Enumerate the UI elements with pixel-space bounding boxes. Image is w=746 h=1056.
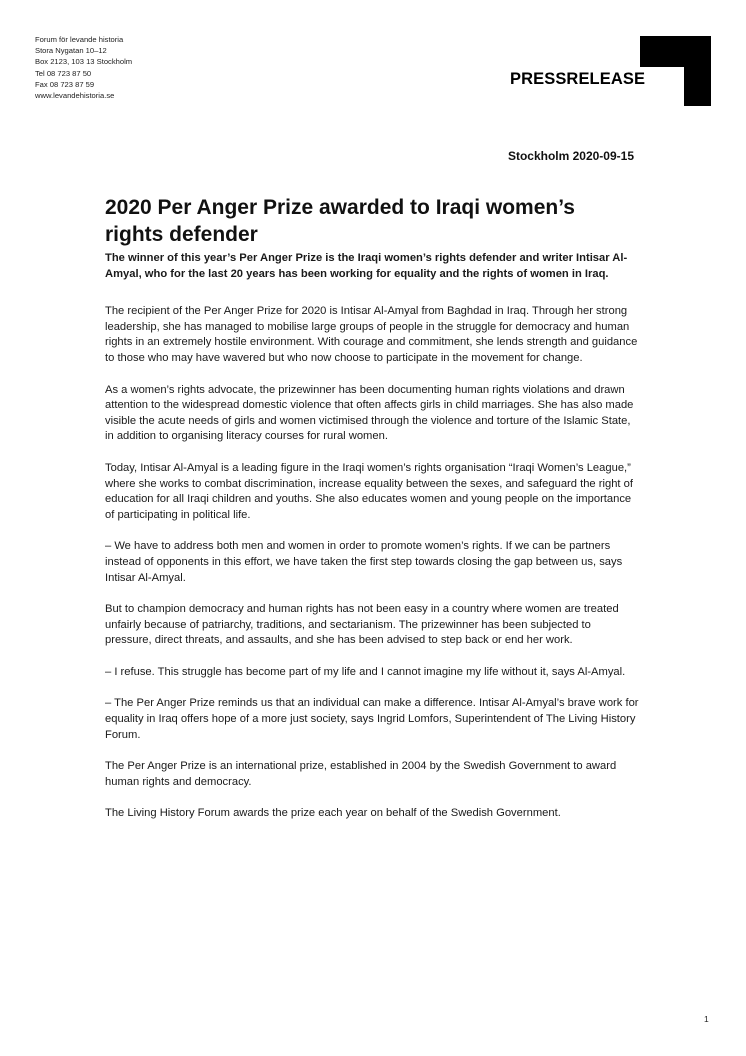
page-number: 1: [704, 1014, 709, 1024]
article-body: [105, 251, 640, 838]
quote-paragraph: – We have to address both men and women in order to promote women’s rights. If we can be partners instead of opponents in this effort, we have taken the first step towards closing the gap between us, says Intisar Al-Amyal.: [105, 540, 623, 584]
sender-phone: Tel 08 723 87 50: [35, 68, 92, 78]
body-paragraph: Today, Intisar Al-Amyal is a leading figure in the Iraqi women’s rights organisation “Iraqi Women’s League,” where she works to combat discrimination, increase equality between the sexes, and safeguard the right of education for all Iraqi children and youths. She also educates women and young people on the importance of participating in political life.: [105, 461, 633, 521]
body-paragraph: The Per Anger Prize is an international prize, established in 2004 by the Swedish Government to award human rights and democracy.: [105, 760, 617, 788]
sender-box: Box 2123, 103 13 Stockholm: [35, 57, 133, 67]
dateline: Stockholm 2020-09-15: [507, 149, 634, 163]
body-paragraph: As a women’s rights advocate, the prizewinner has been documenting human rights violations and drawn attention to the widespread domestic violence that often affects girls in child marriages. She has also made visible the acute needs of girls and women victimised through the violence and torture of the Islamic State, in addition to organising literacy courses for rural women.: [105, 383, 634, 443]
body-paragraph: The Living History Forum awards the prize each year on behalf of the Swedish Government.: [105, 807, 561, 820]
quote-paragraph: – The Per Anger Prize reminds us that an individual can make a difference. Intisar Al-Amyal’s brave work for equality in Iraq offers hope of a more just society, says Ingrid Lomfors, Superintendent of The Living History Forum.: [105, 697, 639, 741]
document-type-label: PRESSRELEASE: [510, 70, 646, 88]
sender-fax: Fax 08 723 87 59: [35, 79, 95, 89]
sender-website: www.levandehistoria.se: [35, 91, 115, 101]
quote-paragraph: – I refuse. This struggle has become part of my life and I cannot imagine my life without it, says Al-Amyal.: [105, 665, 626, 678]
headline: 2020 Per Anger Prize awarded to Iraqi women’s rights defender: [105, 196, 575, 246]
body-paragraph: But to champion democracy and human rights has not been easy in a country where women are treated unfairly because of patriarchy, traditions, and sectarianism. The prizewinner has been subjected to pressure, direct threats, and assaults, and she has been advised to step back or end her work.: [105, 603, 619, 647]
sender-street: Stora Nygatan 10–12: [35, 46, 107, 56]
body-paragraph: The recipient of the Per Anger Prize for 2020 is Intisar Al-Amyal from Baghdad in Iraq. Through her strong leadership, she has managed to mobilise large groups of people in the struggle for democracy and human rights in an extremely hostile environment. With courage and commitment, she lends strength and guidance to those who may have wavered but who now choose to participate in the movement for change.: [105, 305, 638, 364]
lead-paragraph: The winner of this year’s Per Anger Prize is the Iraqi women’s rights defender and writer Intisar Al-Amyal, who for the last 20 years has been working for equality and the rights of women in Iraq.: [105, 252, 628, 280]
corner-bracket-logo-stem-icon: [684, 36, 711, 106]
sender-address-block: [35, 34, 255, 101]
sender-name: Forum för levande historia: [35, 35, 124, 44]
